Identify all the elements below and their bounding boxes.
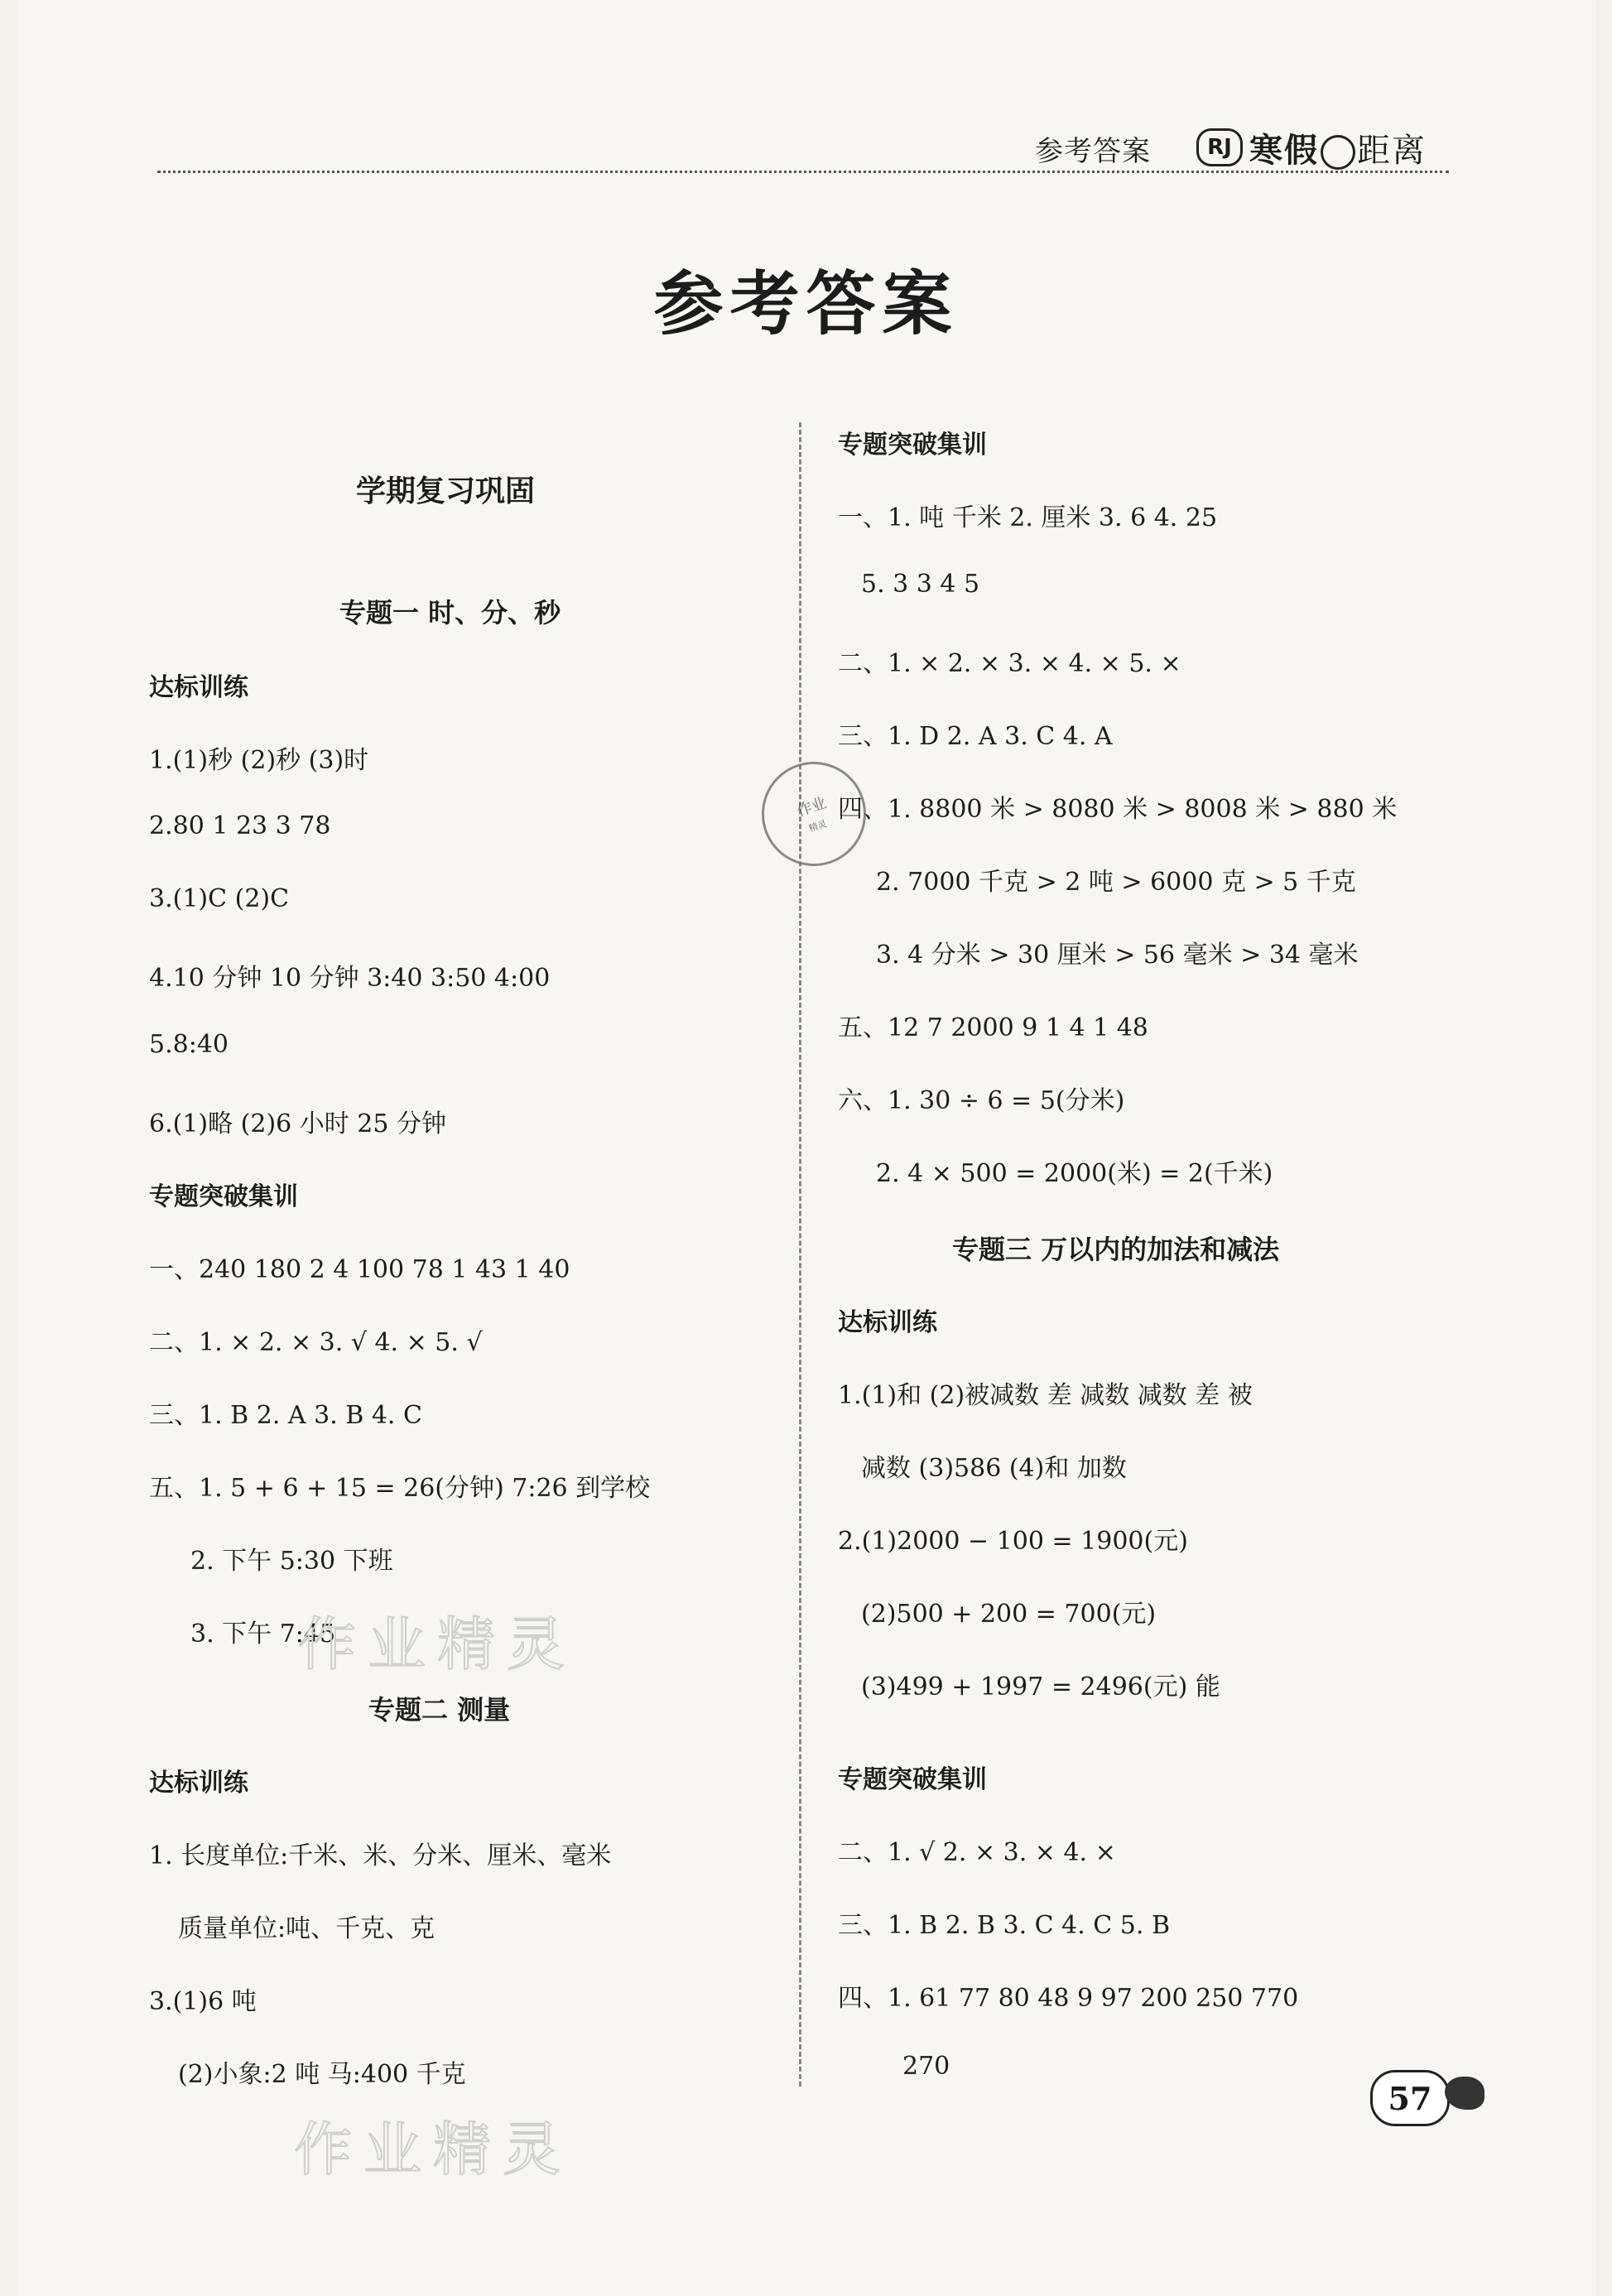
brand-rj-badge: RJ [1196,128,1243,166]
answer-line: 6.(1)略 (2)6 小时 25 分钟 [149,1109,447,1138]
subheading-dabiao-1: 达标训练 [149,673,248,702]
answer-line: 3. 4 分米 > 30 厘米 > 56 毫米 > 34 毫米 [876,941,1359,970]
subheading-dabiao-3: 达标训练 [838,1308,937,1337]
brand-text [1249,124,1427,171]
answer-line: 1. 长度单位:千米、米、分米、厘米、毫米 [149,1841,612,1870]
answer-line: 三、1. B 2. B 3. C 4. C 5. B [838,1911,1170,1940]
answer-line: (2)500 + 200 = 700(元) [861,1600,1157,1629]
answer-line: 二、1. × 2. × 3. × 4. × 5. × [838,649,1181,678]
answer-line: 2. 7000 千克 > 2 吨 > 6000 克 > 5 千克 [876,868,1356,897]
answer-line: 一、240 180 2 4 100 78 1 43 1 40 [149,1255,570,1284]
answer-line: 2. 下午 5:30 下班 [190,1547,393,1576]
topic-title-2: 专题二 测量 [368,1694,511,1726]
subheading-dabiao-2: 达标训练 [149,1769,248,1798]
answer-line: 4.10 分钟 10 分钟 3:40 3:50 4:00 [149,964,551,993]
answer-line: 5. 3 3 4 5 [861,570,980,599]
header-divider [157,171,1449,173]
answer-line: 3.(1)C (2)C [149,884,290,913]
section-title: 学期复习巩固 [356,474,536,508]
answer-line: 三、1. D 2. A 3. C 4. A [838,722,1113,751]
stamp-line-2: 精灵 [807,818,829,835]
brand-text-b: 距离 [1357,131,1427,170]
column-divider [799,422,801,2087]
answer-line: 2.80 1 23 3 78 [149,811,331,840]
answer-line: 二、1. × 2. × 3. √ 4. × 5. √ [149,1328,483,1357]
answer-line: 270 [902,2052,950,2081]
answer-line: 2. 4 × 500 = 2000(米) = 2(千米) [876,1159,1273,1188]
topic-title-1: 专题一 时、分、秒 [339,597,561,628]
answer-line: 5.8:40 [149,1030,229,1059]
header-label: 参考答案 [1035,135,1151,168]
answer-line: (2)小象:2 吨 马:400 千克 [178,2060,466,2089]
answer-line: 2.(1)2000 − 100 = 1900(元) [838,1527,1188,1556]
answer-line: 1.(1)秒 (2)秒 (3)时 [149,746,369,775]
answer-line: (3)499 + 1997 = 2496(元) 能 [861,1673,1220,1702]
watermark: 作业精灵 [298,1610,576,1678]
answer-line: 一、1. 吨 千米 2. 厘米 3. 6 4. 25 [838,503,1218,532]
answer-line: 二、1. √ 2. × 3. × 4. × [838,1838,1116,1867]
answer-line: 1.(1)和 (2)被减数 差 减数 减数 差 被 [838,1381,1253,1410]
page-number-badge: 57 [1370,2070,1450,2126]
answer-line: 3.(1)6 吨 [149,1987,257,2016]
answer-line: 质量单位:吨、千克、克 [178,1914,435,1943]
subheading-tupo-1: 专题突破集训 [149,1182,298,1211]
watermark: 作业精灵 [294,2115,572,2183]
subheading-tupo-2: 专题突破集训 [838,431,987,460]
subheading-tupo-3: 专题突破集训 [838,1765,987,1794]
brand-logo [1196,124,1427,171]
answer-line: 五、1. 5 + 6 + 15 = 26(分钟) 7:26 到学校 [149,1474,651,1503]
answer-line: 四、1. 61 77 80 48 9 97 200 250 770 [838,1984,1299,2013]
answer-line: 六、1. 30 ÷ 6 = 5(分米) [838,1086,1125,1115]
page-title: 参考答案 [653,263,959,344]
bird-icon [1445,2077,1484,2110]
brand-circle-icon [1321,135,1355,170]
topic-title-3: 专题三 万以内的加法和减法 [952,1234,1280,1265]
stamp-line-1: 作业 [795,794,829,821]
answer-line: 四、1. 8800 米 > 8080 米 > 8008 米 > 880 米 [838,795,1398,824]
answer-line: 五、12 7 2000 9 1 4 1 48 [838,1013,1148,1042]
answer-line: 减数 (3)586 (4)和 加数 [861,1454,1127,1483]
brand-text-a: 寒假 [1249,131,1319,170]
answer-line: 3. 下午 7:45 [190,1620,336,1649]
answer-line: 三、1. B 2. A 3. B 4. C [149,1401,422,1430]
